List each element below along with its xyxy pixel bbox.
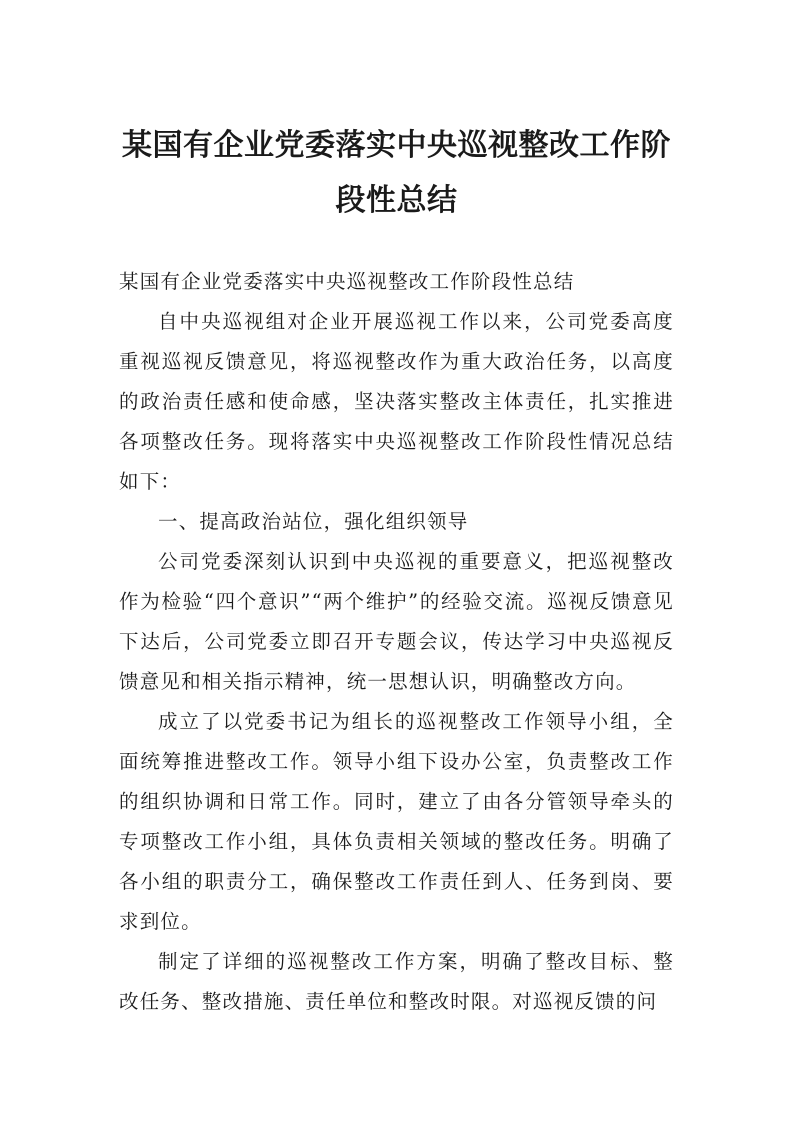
document-title: 某国有企业党委落实中央巡视整改工作阶段性总结 bbox=[122, 128, 671, 218]
paragraph-3: 制定了详细的巡视整改工作方案，明确了整改目标、整改任务、整改措施、责任单位和整改时限。对巡视反馈的问 bbox=[119, 950, 674, 1013]
subtitle-line: 某国有企业党委落实中央巡视整改工作阶段性总结 bbox=[119, 270, 575, 293]
paragraph-2: 成立了以党委书记为组长的巡视整改工作领导小组，全面统筹推进整改工作。领导小组下设办公室，负责整改工作的组织协调和日常工作。同时，建立了由各分管领导牵头的专项整改工作小组，具体负责相关领域的整改任务。明确了各小组的职责分工，确保整改工作责任到人、任务到岗、要求到位。 bbox=[119, 710, 674, 933]
paragraph-intro: 自中央巡视组对企业开展巡视工作以来，公司党委高度重视巡视反馈意见，将巡视整改作为重大政治任务，以高度的政治责任感和使命感，坚决落实整改主体责任，扎实推进各项整改任务。现将落实中央巡视整改工作阶段性情况总结如下： bbox=[119, 310, 674, 493]
document-body bbox=[119, 262, 674, 1022]
section-heading-1: 一、提高政治站位，强化组织领导 bbox=[158, 510, 469, 533]
paragraph-1: 公司党委深刻认识到中央巡视的重要意义，把巡视整改作为检验“四个意识”“两个维护”的经验交流。巡视反馈意见下达后，公司党委立即召开专题会议，传达学习中央巡视反馈意见和相关指示精神，统一思想认识，明确整改方向。 bbox=[119, 550, 674, 693]
